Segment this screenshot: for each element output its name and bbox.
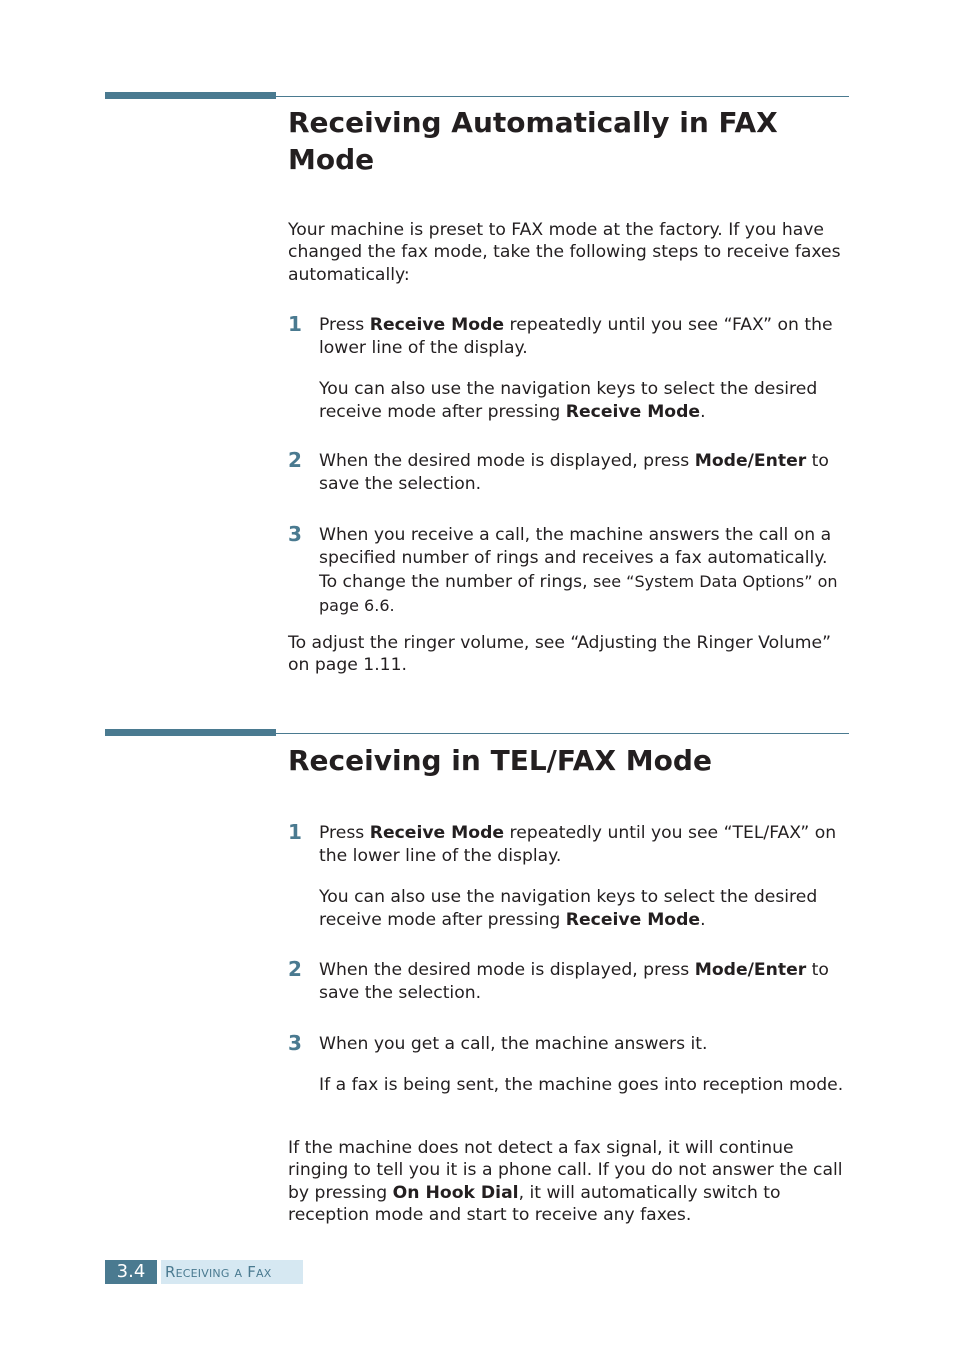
outro-paragraph: If the machine does not detect a fax signal, it will continue ringing to tell you it is a phone call. If you do not answer the call by pressing On Hook Dial, it will automatically switch to reception mode and start to receive any faxes. [288,1138,843,1225]
step-text: Press Receive Mode repeatedly until you see “FAX” on the lower line of the display. [319,315,833,358]
section-title: Receiving in TEL/FAX Mode [288,744,712,777]
step-note: If a fax is being sent, the machine goes into reception mode. [319,1075,844,1095]
outro-paragraph: To adjust the ringer volume, see “Adjusting the Ringer Volume” on page 1.11. [288,633,831,676]
step-text: When you receive a call, the machine answers the call on a specified number of rings and receives a fax automatically. [319,525,832,568]
section-rule-line [276,733,849,734]
step-text: When the desired mode is displayed, press Mode/Enter to save the selection. [319,960,829,1003]
step-number: 2 [288,957,302,981]
step-text: Press Receive Mode repeatedly until you see “TEL/FAX” on the lower line of the display. [319,823,837,866]
section-rule-accent [105,729,276,736]
page-number: 3.4 [105,1260,157,1284]
intro-paragraph: Your machine is preset to FAX mode at the factory. If you have changed the fax mode, take the following steps to receive faxes automatically: [288,220,841,285]
chapter-title: Receiving a Fax [161,1260,303,1284]
step-text: When you get a call, the machine answers it. [319,1034,708,1054]
step-number: 2 [288,448,302,472]
section-rule-line [276,96,849,97]
step-note: You can also use the navigation keys to select the desired receive mode after pressing Receive Mode. [319,887,818,930]
step-note: To change the number of rings, see “System Data Options” on page 6.6. [319,572,838,615]
section-rule-accent [105,92,276,99]
step-text: When the desired mode is displayed, press Mode/Enter to save the selection. [319,451,829,494]
step-note: You can also use the navigation keys to select the desired receive mode after pressing Receive Mode. [319,379,818,422]
step-number: 3 [288,1031,302,1055]
section-title: Receiving Automatically in FAX Mode [288,106,778,176]
step-number: 1 [288,820,302,844]
step-number: 3 [288,522,302,546]
step-number: 1 [288,312,302,336]
